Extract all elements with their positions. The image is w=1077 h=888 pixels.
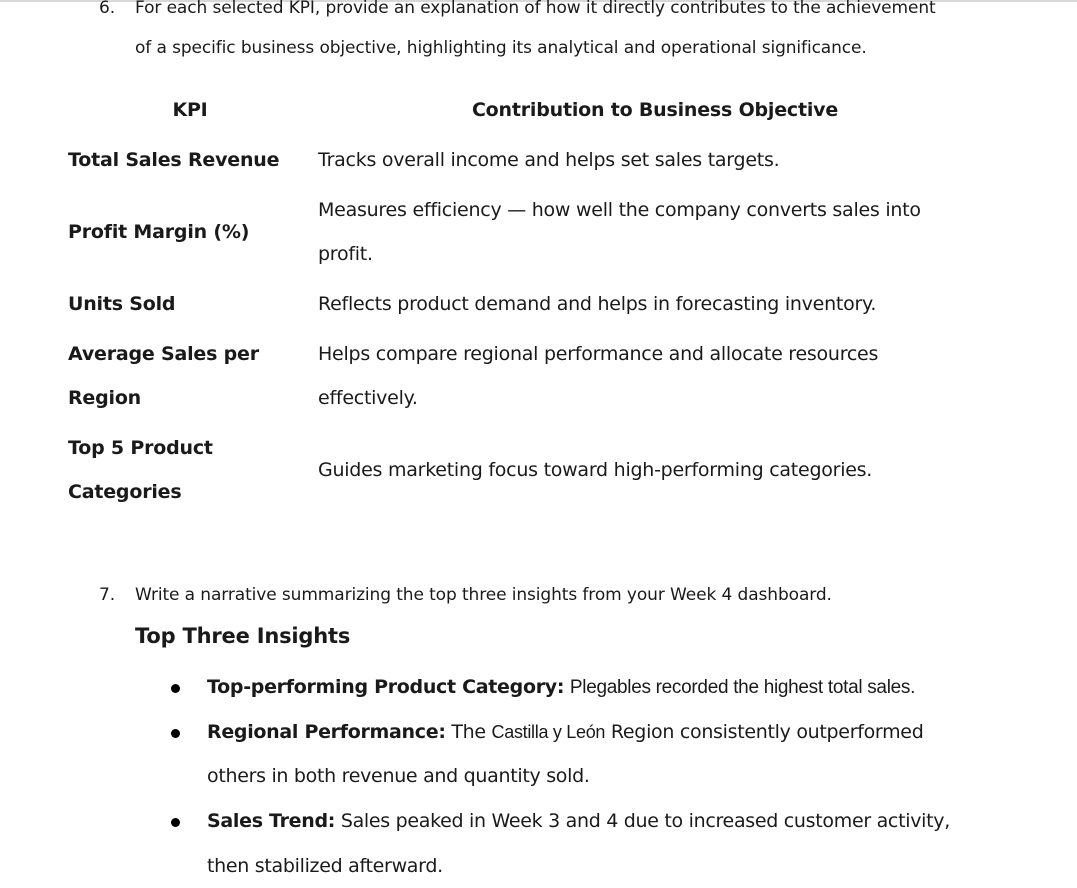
kpi-name-profit-margin: Profit Margin (%) xyxy=(68,221,250,243)
insight-category-name: Plegables xyxy=(569,677,651,698)
kpi-contribution-units-sold: Reflects product demand and helps in forecasting inventory. xyxy=(318,293,877,315)
kpi-contribution-total-sales-revenue: Tracks overall income and helps set sales targets. xyxy=(318,149,780,171)
question-6-text-line-1: For each selected KPI, provide an explanation of how it directly contributes to the achievement xyxy=(135,0,936,18)
kpi-contribution-average-sales-line-1: Helps compare regional performance and allocate resources xyxy=(318,343,879,365)
bullet-icon xyxy=(171,818,183,830)
insight-label: Sales Trend: xyxy=(207,810,336,832)
kpi-contribution-profit-margin-line-1: Measures efficiency — how well the company converts sales into xyxy=(318,199,921,221)
question-7-text: Write a narrative summarizing the top three insights from your Week 4 dashboard. xyxy=(135,585,832,605)
insight-text: recorded the highest total sales. xyxy=(650,677,916,698)
kpi-name-units-sold: Units Sold xyxy=(68,293,176,315)
question-6-text-line-2: of a specific business objective, highlighting its analytical and operational significance. xyxy=(135,38,867,58)
insight-item-sales-trend xyxy=(207,799,1007,843)
insight-item-regional-performance-line-2: others in both revenue and quantity sold. xyxy=(207,765,590,787)
kpi-column-header: KPI xyxy=(172,99,208,121)
insight-label: Regional Performance: xyxy=(207,721,446,743)
kpi-name-average-sales-per-region-line-1: Average Sales per xyxy=(68,343,259,365)
insight-text: The xyxy=(445,721,492,743)
insight-text: Region consistently outperformed xyxy=(605,721,924,743)
kpi-contribution-average-sales-line-2: effectively. xyxy=(318,387,418,409)
kpi-name-average-sales-per-region-line-2: Region xyxy=(68,387,142,409)
kpi-contribution-profit-margin-line-2: profit. xyxy=(318,243,373,265)
insight-text: Sales peaked in Week 3 and 4 due to increased customer activity, xyxy=(335,810,950,832)
kpi-name-top-5-product-categories-line-2: Categories xyxy=(68,481,182,503)
insights-heading: Top Three Insights xyxy=(135,624,351,648)
kpi-name-total-sales-revenue: Total Sales Revenue xyxy=(68,149,280,171)
kpi-contribution-top-5-product-categories: Guides marketing focus toward high-performing categories. xyxy=(318,459,873,481)
bullet-icon xyxy=(171,729,183,741)
kpi-name-top-5-product-categories-line-1: Top 5 Product xyxy=(68,437,213,459)
question-7-number: 7. xyxy=(99,585,116,605)
insight-item-product-category xyxy=(207,665,1007,710)
question-6-number: 6. xyxy=(99,0,116,18)
contribution-column-header: Contribution to Business Objective xyxy=(471,99,839,121)
bullet-icon xyxy=(171,684,183,696)
insight-item-regional-performance xyxy=(207,710,1007,754)
insight-label: Top-performing Product Category: xyxy=(207,676,565,698)
insight-region-name: Castilla y León xyxy=(491,722,606,742)
insight-item-sales-trend-line-2: then stabilized afterward. xyxy=(207,855,443,877)
